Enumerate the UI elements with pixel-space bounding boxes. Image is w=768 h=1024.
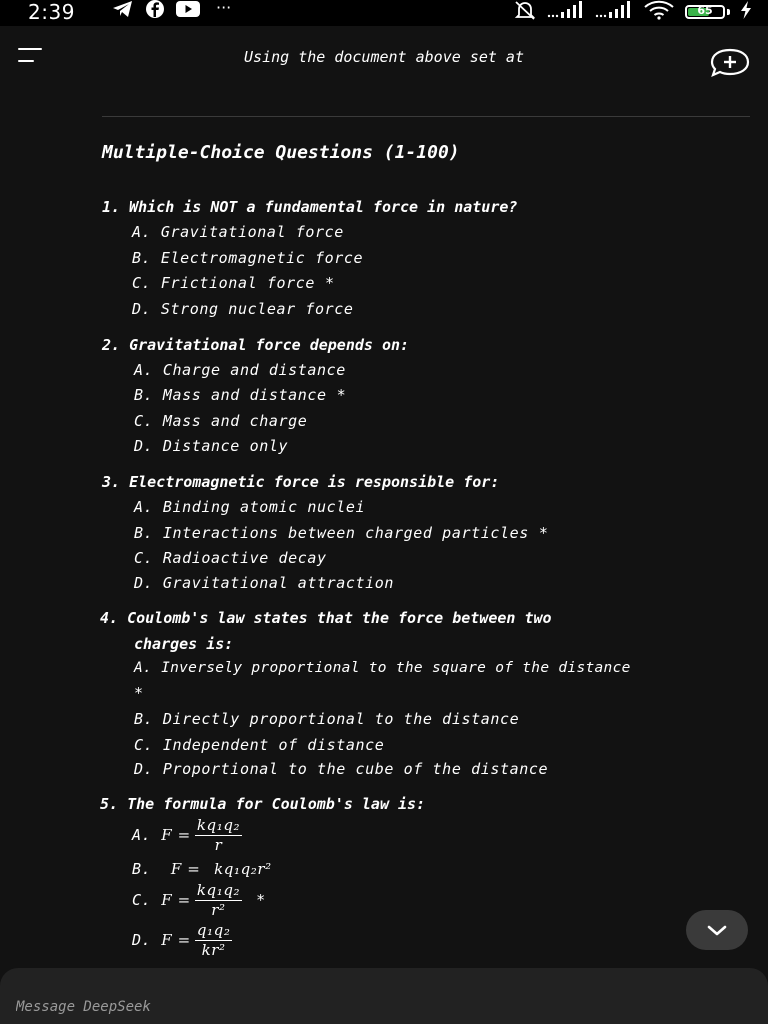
question-1-option-c: C. Frictional force *	[132, 274, 335, 292]
question-3-option-c: C. Radioactive decay	[134, 549, 327, 567]
question-4-option-a-mark: *	[134, 684, 144, 702]
status-time: 2:39	[28, 0, 75, 24]
question-5: 5. The formula for Coulomb's law is:	[100, 795, 426, 813]
formula-fraction: $\frac{\text{q₁q₂}}{\text{kr²}}$	[196, 921, 231, 959]
correct-answer-mark: *	[324, 274, 335, 292]
question-1-option-b: B. Electromagnetic force	[132, 249, 364, 267]
question-2-option-d: D. Distance only	[134, 437, 289, 455]
correct-answer-mark: *	[256, 891, 266, 909]
question-4-option-a: A. Inversely proportional to the square of the distance	[134, 660, 631, 676]
more-notifications-indicator: ···	[216, 0, 232, 17]
chevron-down-icon	[686, 935, 748, 954]
formula-fraction: $\frac{\text{kq₁q₂}}{r}$	[196, 816, 241, 854]
question-5-option-c: C. F = $\frac{\text{kq₁q₂}}{\text{r²}}$ *	[132, 881, 266, 919]
question-2-option-a: A. Charge and distance	[134, 361, 346, 379]
question-2: 2. Gravitational force depends on:	[102, 336, 410, 354]
correct-answer-mark: *	[538, 524, 549, 542]
question-4-continued: charges is:	[134, 635, 234, 653]
question-4-option-b: B. Directly proportional to the distance	[134, 710, 520, 728]
question-3-option-d: D. Gravitational attraction	[134, 574, 395, 592]
question-4-option-d: D. Proportional to the cube of the distance	[134, 760, 549, 778]
question-4: 4. Coulomb's law states that the force between two	[100, 609, 552, 627]
message-input[interactable]	[16, 994, 616, 1020]
question-2-option-c: C. Mass and charge	[134, 412, 308, 430]
message-bar	[0, 968, 768, 1024]
question-3-option-a: A. Binding atomic nuclei	[134, 498, 366, 516]
question-1: 1. Which is NOT a fundamental force in nature?	[102, 198, 518, 216]
scroll-to-bottom-button[interactable]	[686, 910, 748, 950]
question-1-option-a: A. Gravitational force	[132, 223, 344, 241]
question-1-option-d: D. Strong nuclear force	[132, 300, 354, 318]
chat-title[interactable]: Using the document above set at	[244, 48, 524, 66]
battery-level: 65	[697, 4, 713, 17]
formula-fraction: $\frac{\text{kq₁q₂}}{\text{r²}}$	[196, 881, 241, 919]
question-4-option-c: C. Independent of distance	[134, 736, 385, 754]
question-5-option-a: A. F = $\frac{\text{kq₁q₂}}{r}$	[132, 816, 241, 854]
question-3-option-b: B. Interactions between charged particles *	[134, 524, 549, 542]
question-5-option-d: D. F = $\frac{\text{q₁q₂}}{\text{kr²}}$	[132, 921, 231, 959]
question-3: 3. Electromagnetic force is responsible for:	[102, 473, 500, 491]
correct-answer-mark: *	[336, 386, 347, 404]
section-title: Multiple-Choice Questions (1-100)	[102, 142, 460, 163]
question-5-option-b: B. F = kq₁q₂r²	[132, 860, 272, 878]
question-2-option-b: B. Mass and distance *	[134, 386, 347, 404]
